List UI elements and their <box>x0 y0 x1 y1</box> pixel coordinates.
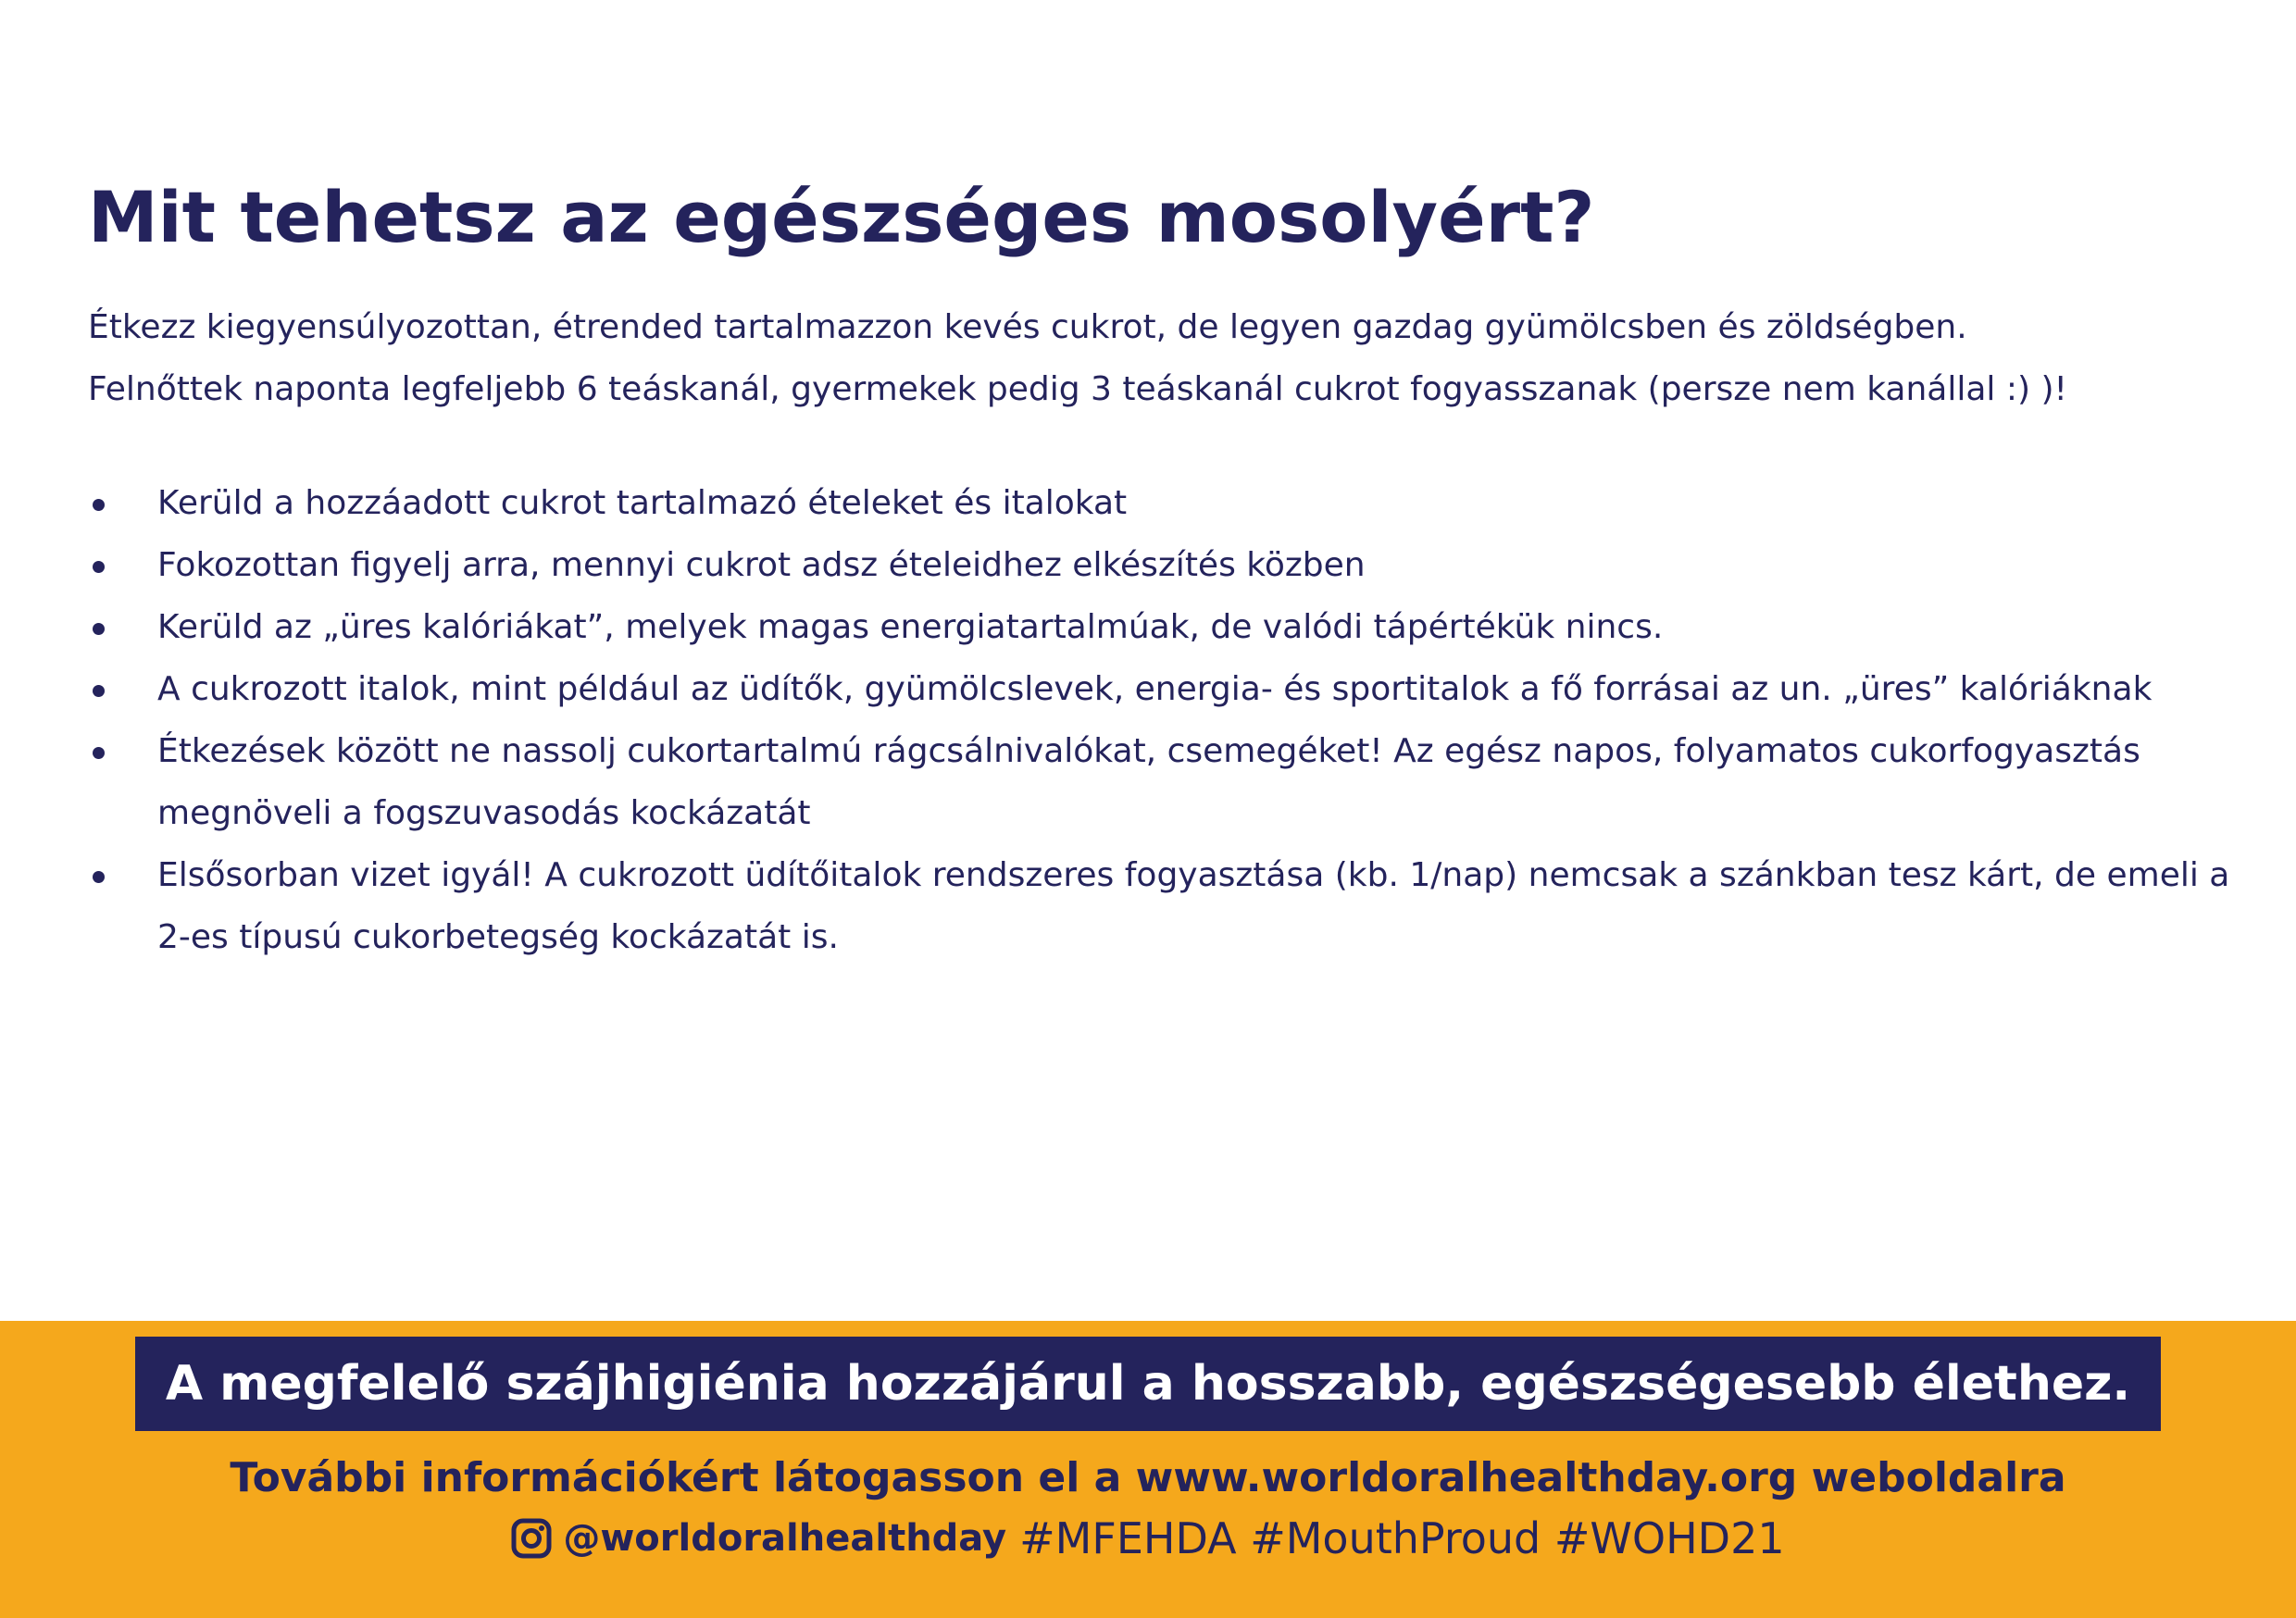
list-item-text: Kerüld a hozzáadott cukrot tartalmazó ételeket és italokat <box>157 484 1128 522</box>
bullet-dot-icon <box>93 561 105 573</box>
intro-text <box>88 296 2236 420</box>
tagline-box <box>135 1337 2161 1431</box>
instagram-icon <box>511 1518 552 1559</box>
instagram-handle: @worldoralhealthday <box>563 1517 1007 1560</box>
bullet-dot-icon <box>93 499 105 511</box>
bullet-dot-icon <box>93 747 105 759</box>
bullet-dot-icon <box>93 871 105 883</box>
intro-line: Felnőttek naponta legfeljebb 6 teáskanál, gyermekek pedig 3 teáskanál cukrot fogyasszanak (persze nem kanállal :) )! <box>88 370 2067 408</box>
list-item-text: A cukrozott italok, mint például az üdítők, gyümölcslevek, energia- és sportitalok a fő forrásai az un. „üres” kalóriáknak <box>157 670 2152 708</box>
tagline: A megfelelő szájhigiénia hozzájárul a hosszabb, egészségesebb élethez. <box>165 1356 2131 1412</box>
intro-line: Étkezz kiegyensúlyozottan, étrended tartalmazzon kevés cukrot, de legyen gazdag gyümölcsben és zöldségben. <box>88 308 1967 346</box>
list-item-text: Elsősorban vizet igyál! A cukrozott üdítőitalok rendszeres fogyasztása (kb. 1/nap) nemcsak a szánkban tesz kárt, de emeli a 2-es típusú cukorbetegség kockázatát is. <box>157 856 2230 956</box>
bullet-dot-icon <box>93 685 105 697</box>
list-item <box>88 472 2236 534</box>
list-item <box>88 720 2236 844</box>
footer-banner <box>0 1321 2296 1618</box>
more-info-text: További információkért látogasson el a www.worldoralhealthday.org weboldalra <box>230 1454 2066 1501</box>
list-item <box>88 844 2236 968</box>
tips-list <box>88 472 2236 968</box>
list-item-text: Kerüld az „üres kalóriákat”, melyek magas energiatartalmúak, de valódi tápértékük nincs. <box>157 608 1664 646</box>
list-item <box>88 658 2236 720</box>
list-item-text: Fokozottan figyelj arra, mennyi cukrot adsz ételeidhez elkészítés közben <box>157 546 1366 584</box>
list-item <box>88 534 2236 596</box>
social-line <box>0 1511 2296 1566</box>
bullet-dot-icon <box>93 623 105 635</box>
list-item <box>88 596 2236 658</box>
hashtags: #MFEHDA #MouthProud #WOHD21 <box>1019 1513 1785 1563</box>
list-item-text: Étkezések között ne nassolj cukortartalmú rágcsálnivalókat, csemegéket! Az egész napos, folyamatos cukorfogyasztás megnöveli a fogszuvasodás kockázatát <box>157 732 2140 832</box>
main-content <box>88 167 2236 968</box>
page-title: Mit tehetsz az egészséges mosolyért? <box>88 176 1595 258</box>
